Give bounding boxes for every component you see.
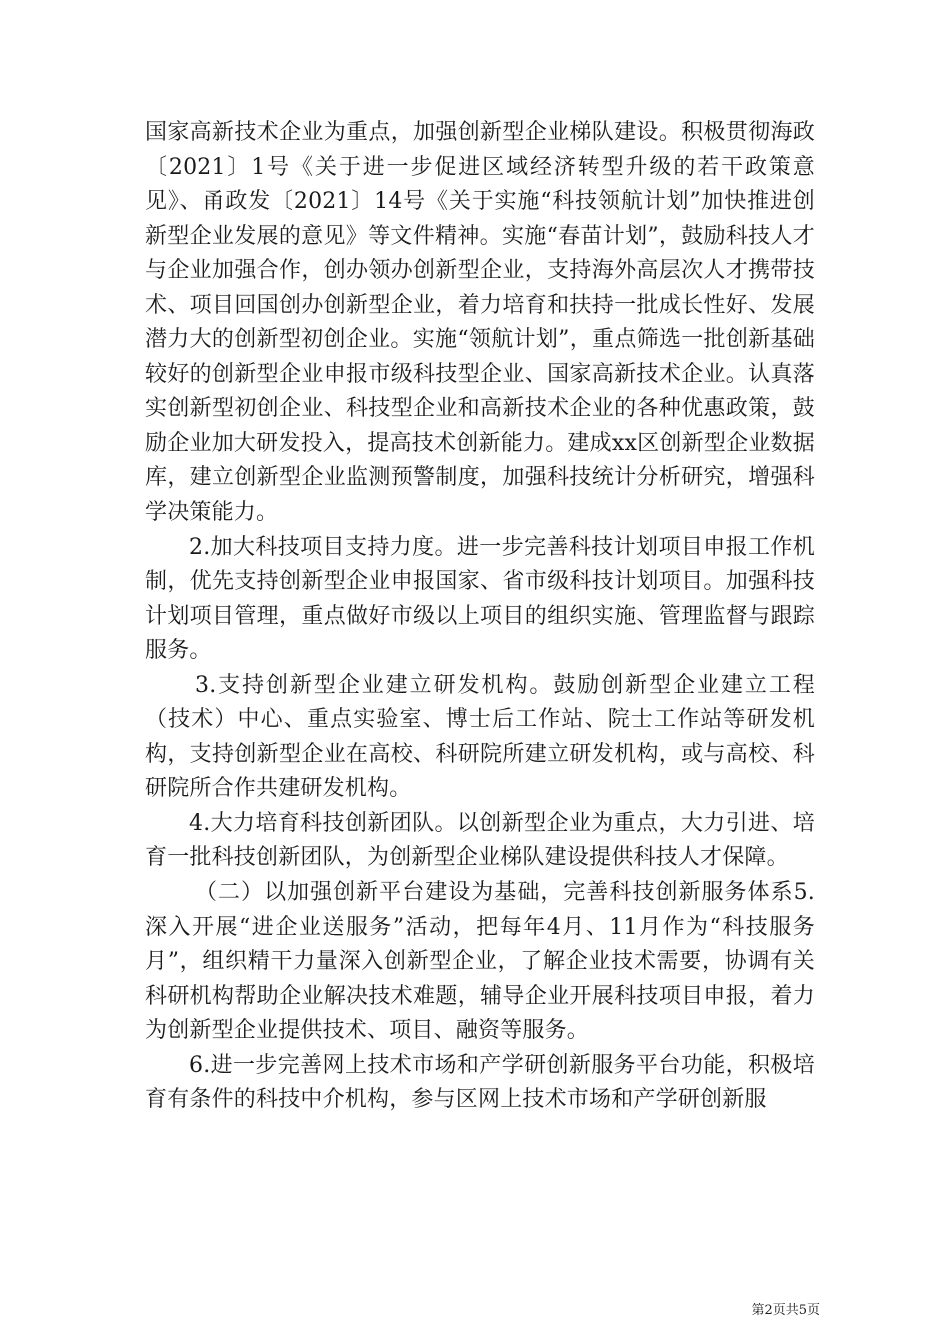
paragraph-item-4: 4.大力培育科技创新团队。以创新型企业为重点，大力引进、培育一批科技创新团队，为创新型企业梯队建设提供科技人才保障。 — [145, 810, 815, 871]
paragraph-item-6: 6.进一步完善网上技术市场和产学研创新服务平台功能，积极培育有条件的科技中介机构，参与区网上技术市场和产学研创新服 — [145, 1052, 815, 1113]
paragraph-item-3: 3.支持创新型企业建立研发机构。鼓励创新型企业建立工程（技术）中心、重点实验室、博士后工作站、院士工作站等研发机构，支持创新型企业在高校、科研院所建立研发机构，或与高校、科研院所合作共建研发机构。 — [145, 672, 815, 802]
paragraph-section-2: （二）以加强创新平台建设为基础，完善科技创新服务体系5.深入开展“进企业送服务”活动，把每年4月、11月作为“科技服务月”，组织精干力量深入创新型企业，了解企业技术需要，协调有关科研机构帮助企业解决技术难题，辅导企业开展科技项目申报，着力为创新型企业提供技术、项目、融资等服务。 — [145, 880, 815, 1044]
paragraph-item-2: 2.加大科技项目支持力度。进一步完善科技计划项目申报工作机制，优先支持创新型企业申报国家、省市级科技计划项目。加强科技计划项目管理，重点做好市级以上项目的组织实施、管理监督与跟踪服务。 — [145, 534, 815, 664]
paragraph-continuation: 国家高新技术企业为重点，加强创新型企业梯队建设。积极贯彻海政〔2021〕1号《关于进一步促进区域经济转型升级的若干政策意见》、甬政发〔2021〕14号《关于实施“科技领航计划”加快推进创新型企业发展的意见》等文件精神。实施“春苗计划”，鼓励科技人才与企业加强合作，创办领办创新型企业，支持海外高层次人才携带技术、项目回国创办创新型企业，着力培育和扶持一批成长性好、发展潜力大的创新型初创企业。实施“领航计划”，重点筛选一批创新基础较好的创新型企业申报市级科技型企业、国家高新技术企业。认真落实创新型初创企业、科技型企业和高新技术企业的各种优惠政策，鼓励企业加大研发投入，提高技术创新能力。建成xx区创新型企业数据库，建立创新型企业监测预警制度，加强科技统计分析研究，增强科学决策能力。 — [145, 120, 815, 526]
document-body — [145, 116, 815, 1118]
page-number: 第2页共5页 — [751, 1303, 820, 1318]
